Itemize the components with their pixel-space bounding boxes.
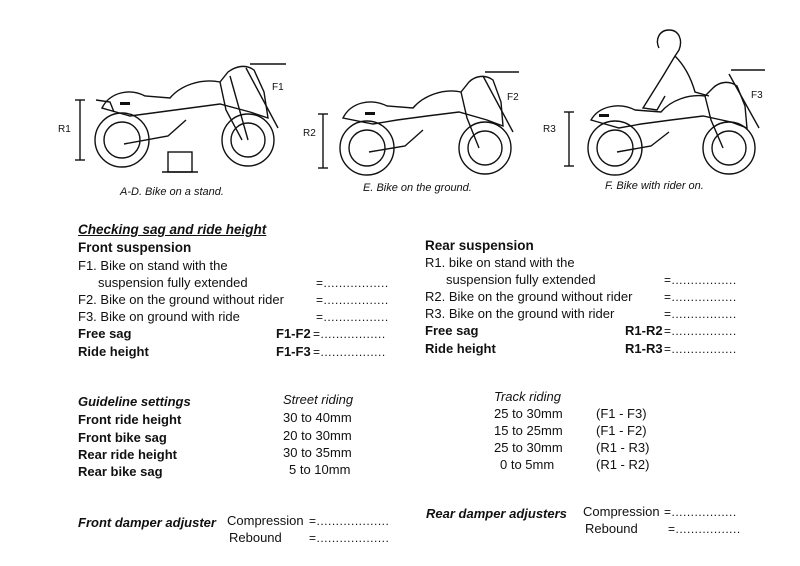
front-f1-value: =................. bbox=[316, 276, 389, 290]
rear-ride-height-label: Ride height bbox=[425, 341, 496, 356]
label-r1: R1 bbox=[58, 124, 71, 135]
front-ride-height-formula: F1-F3 bbox=[276, 344, 311, 359]
track-ref: (R1 - R2) bbox=[596, 457, 650, 472]
street-value: 5 to 10mm bbox=[289, 462, 351, 477]
front-damper-title: Front damper adjuster bbox=[78, 515, 216, 530]
rear-r1-line1: R1. bike on stand with the bbox=[425, 255, 575, 270]
front-free-sag-value: =................. bbox=[313, 327, 386, 341]
front-f1-line2: suspension fully extended bbox=[98, 275, 248, 290]
guideline-label: Rear bike sag bbox=[78, 464, 163, 479]
track-value: 25 to 30mm bbox=[494, 440, 563, 455]
rear-r1-line2: suspension fully extended bbox=[446, 272, 596, 287]
front-f1-line1: F1. Bike on stand with the bbox=[78, 258, 228, 273]
guideline-title: Guideline settings bbox=[78, 394, 191, 409]
front-ride-height-label: Ride height bbox=[78, 344, 149, 359]
track-value: 0 to 5mm bbox=[500, 457, 555, 472]
front-rebound-value: =................... bbox=[309, 531, 390, 545]
street-value: 20 to 30mm bbox=[283, 428, 352, 443]
label-f3: F3 bbox=[751, 90, 763, 101]
rear-r3-label: R3. Bike on the ground with rider bbox=[425, 306, 615, 321]
label-f1: F1 bbox=[272, 82, 284, 93]
rear-ride-height-value: =................. bbox=[664, 342, 737, 356]
front-free-sag-label: Free sag bbox=[78, 326, 132, 341]
caption-e: E. Bike on the ground. bbox=[363, 182, 472, 194]
front-free-sag-formula: F1-F2 bbox=[276, 326, 311, 341]
track-value: 25 to 30mm bbox=[494, 406, 563, 421]
rear-ride-height-formula: R1-R3 bbox=[625, 341, 663, 356]
rear-free-sag-label: Free sag bbox=[425, 323, 479, 338]
label-r3: R3 bbox=[543, 124, 556, 135]
rear-r1-value: =................. bbox=[664, 273, 737, 287]
front-f3-label: F3. Bike on ground with ride bbox=[78, 309, 240, 324]
guideline-label: Front ride height bbox=[78, 412, 182, 427]
front-suspension-heading: Front suspension bbox=[78, 240, 192, 255]
front-f2-value: =................. bbox=[316, 293, 389, 307]
figure-bike-with-rider bbox=[535, 0, 780, 205]
figure-bike-on-ground bbox=[295, 0, 535, 205]
rear-damper-title: Rear damper adjusters bbox=[426, 506, 567, 521]
rear-r3-value: =................. bbox=[664, 307, 737, 321]
rear-r2-label: R2. Bike on the ground without rider bbox=[425, 289, 633, 304]
front-ride-height-value: =................. bbox=[313, 345, 386, 359]
guideline-label: Rear ride height bbox=[78, 447, 177, 462]
street-value: 30 to 40mm bbox=[283, 410, 352, 425]
rear-free-sag-value: =................. bbox=[664, 324, 737, 338]
rear-wheel bbox=[95, 113, 149, 167]
rear-rebound-label: Rebound bbox=[585, 521, 638, 536]
guideline-label: Front bike sag bbox=[78, 430, 167, 445]
figure-bike-on-stand bbox=[50, 0, 300, 205]
rear-r2-value: =................. bbox=[664, 290, 737, 304]
checking-title: Checking sag and ride height bbox=[78, 222, 267, 237]
rear-compression-label: Compression bbox=[583, 504, 660, 519]
track-riding-heading: Track riding bbox=[494, 389, 561, 404]
label-r2: R2 bbox=[303, 128, 316, 139]
front-f2-label: F2. Bike on the ground without rider bbox=[78, 292, 284, 307]
front-compression-label: Compression bbox=[227, 513, 304, 528]
rear-rebound-value: =................. bbox=[668, 522, 741, 536]
rear-free-sag-formula: R1-R2 bbox=[625, 323, 663, 338]
street-value: 30 to 35mm bbox=[283, 445, 352, 460]
track-ref: (F1 - F2) bbox=[596, 423, 647, 438]
caption-a: A-D. Bike on a stand. bbox=[120, 186, 224, 198]
street-riding-heading: Street riding bbox=[283, 392, 354, 407]
track-value: 15 to 25mm bbox=[494, 423, 563, 438]
front-rebound-label: Rebound bbox=[229, 530, 282, 545]
caption-f: F. Bike with rider on. bbox=[605, 180, 704, 192]
track-ref: (F1 - F3) bbox=[596, 406, 647, 421]
front-f3-value: =................. bbox=[316, 310, 389, 324]
track-ref: (R1 - R3) bbox=[596, 440, 650, 455]
front-compression-value: =................... bbox=[309, 514, 390, 528]
rear-suspension-heading: Rear suspension bbox=[425, 238, 534, 253]
rear-compression-value: =................. bbox=[664, 505, 737, 519]
label-f2: F2 bbox=[507, 92, 519, 103]
